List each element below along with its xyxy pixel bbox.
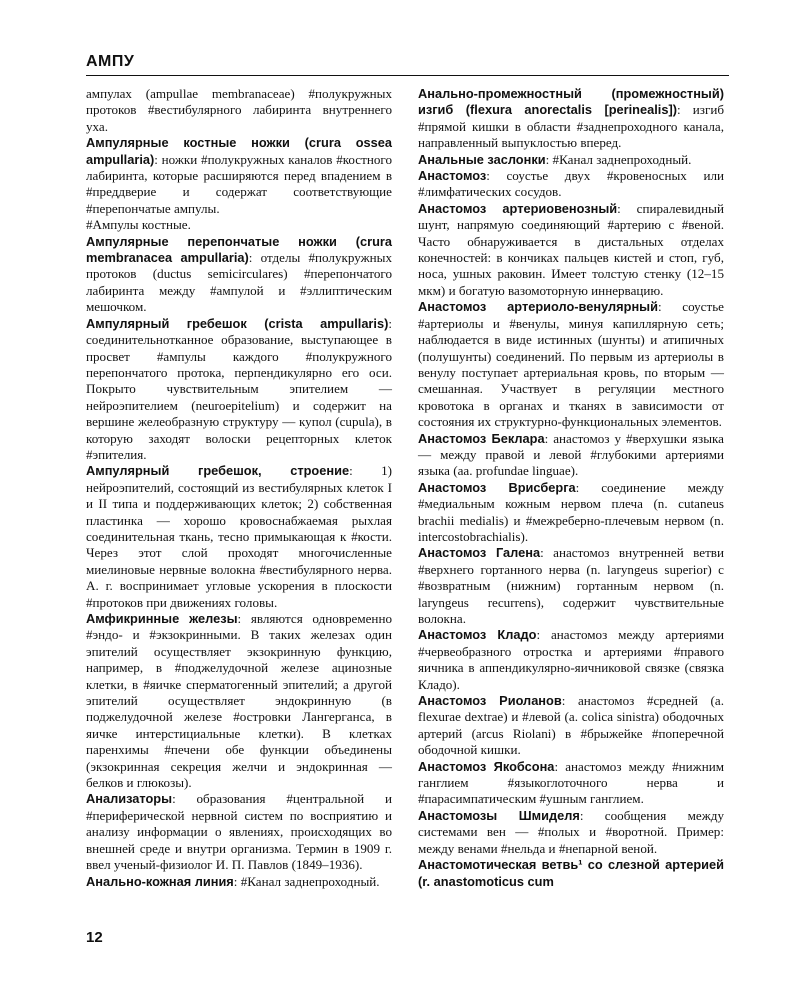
dictionary-entry <box>86 463 392 611</box>
entry-term: Анастомоз Врисберга <box>418 479 576 495</box>
header-rule <box>86 75 729 76</box>
entry-term: Анастомоз Кладо <box>418 627 537 643</box>
dictionary-entry <box>418 152 724 168</box>
entry-term: Анастомоз <box>418 168 487 184</box>
page-number: 12 <box>86 929 103 946</box>
entry-term: Анастомоз артериоло-венулярный <box>418 299 658 315</box>
dictionary-entry <box>418 857 724 890</box>
dictionary-entry <box>418 545 724 627</box>
left-column <box>86 86 392 890</box>
dictionary-entry <box>86 86 392 135</box>
entry-definition: : анастомоз #средней (a. flexurae dextrae) и #левой (a. colica sinistra) ободочных артерий (arcus Riolani) в #брыжейке #поперечной ободочной кишки. <box>418 693 725 758</box>
dictionary-entry <box>86 874 392 890</box>
entry-term: Анально-промежностный (промежностный) изгиб (flexura anorectalis [perinealis]) <box>418 86 724 118</box>
entry-term: Ампулярный гребешок (crista ampullaris) <box>86 315 389 331</box>
dictionary-entry <box>418 808 724 857</box>
entry-term: Анастомоз артериовенозный <box>418 200 618 216</box>
entry-definition: : образования #центральной и #периферической нервной систем по восприятию и анализу информации о явлениях, происходящих во внешней среде и внутри организма. Термин в 1909 г. ввел ученый-физиолог И. П. Павлов (1849–1936). <box>86 791 392 873</box>
entry-term: Ампулярный гребешок, строение <box>86 463 350 479</box>
dictionary-entry <box>418 168 724 201</box>
entry-term: Анастомоз Галена <box>418 545 541 561</box>
dictionary-entry <box>418 86 724 152</box>
dictionary-entry <box>418 201 724 299</box>
entry-term: Ампулярные костные ножки (crura ossea ampullaria) <box>86 135 392 167</box>
entry-definition: : соединение между #медиальным кожным нервом плеча (n. cutaneus brachii medialis) и #межреберно-плечевым нервом (n. intercostobrachialis). <box>418 479 724 544</box>
entry-definition: : сообщения между системами вен — #полых и #воротной. Пример: между венами #нельда и #непарной веной. <box>418 807 724 856</box>
entry-definition: : анастомоз внутренней ветви #верхнего гортанного нерва (n. laryngeus superior) с #возвратным (нижним) гортанным нервом (n. laryngeus recurrens), содержит чувствительные волокна. <box>418 545 724 626</box>
entry-term: Анастомоз Риоланов <box>418 693 562 709</box>
dictionary-entry <box>418 627 724 693</box>
entry-term: Амфикринные железы <box>86 611 238 626</box>
entry-definition: : анастомоз у #верхушки языка — между правой и левой #глубокими артериями языка (aa. profundae linguae). <box>418 430 724 479</box>
entry-definition: : являются одновременно #эндо- и #экзокринными. В таких железах один эпителий осуществляет экзокринную функцию, например, в #поджелудочной железе ацинозные клетки, в #яичке сперматогенный эпителий; а другой эпителий осуществляет эндокринную (в поджелудочной железе #островки Лангерганса, в яичке интерстициальные клетки). В клетках паренхимы #печени обе функции объединены (экзокринная секреция желчи и эндокринная — белков и глюкозы). <box>86 611 392 791</box>
dictionary-entry <box>418 693 724 759</box>
dictionary-entry <box>418 299 724 430</box>
entry-term: Анастомозы Шмиделя <box>418 807 580 823</box>
entry-definition: : #Канал заднепроходный. <box>545 151 692 167</box>
entry-term: Ампулярные перепончатые ножки (crura membranacea ampullaria) <box>86 233 392 266</box>
entry-definition: : отделы #полукружных протоков (ductus semicirculares) #перепончатого лабиринта между #ампулой и #эллиптическим мешочком. <box>86 250 392 315</box>
entry-definition: : 1) нейроэпителий, состоящий из вестибулярных клеток I и II типа и поддерживающих клеток; 2) собственная пластинка — хорошо кровоснабжаемая рыхлая соединительная ткань, тесно примыкающая к #кости. Через этот слой проходят многочисленные миелиновые нервные волокна #вестибулярного нерва. А. г. воспринимает угловые ускорения в плоскости #протоков при движениях головы. <box>86 463 392 610</box>
entry-definition: : спиралевидный шунт, напрямую соединяющий #артерию с #веной. Часто обнаруживается в дистальных отделах конечностей: в кончиках пальцев кистей и стоп, губ, носа, ушных раковин. Имеет толстую стенку (12–15 мкм) и богатую вазомоторную иннервацию. <box>418 200 724 298</box>
entry-term: Анализаторы <box>86 791 173 807</box>
dictionary-entry <box>86 791 392 873</box>
entry-definition: : ножки #полукружных каналов #костного лабиринта, которые расширяются перед впадением в #преддверие и содержат соответствующие #перепончатые ампулы. <box>86 151 392 216</box>
entry-definition: : соустье #артериолы и #венулы, минуя капиллярную сеть; наблюдается в виде истинных (шунты) и атипичных (полушунты) соединений. По первым из артериолы в венулу поступает артериальная кровь, по вторым — смешанная. Участвует в регуляции местного кровотока в органах и тканях в зависимости от состояния их структурно-функциональных элементов. <box>418 299 724 430</box>
dictionary-entry <box>418 759 724 808</box>
entry-definition: : #Канал заднепроходный. <box>233 873 380 889</box>
entry-term: Анастомотическая ветвь¹ со слезной артерией (r. anastomoticus cum <box>418 857 724 889</box>
entry-term: Анально-кожная линия <box>86 873 234 889</box>
entry-term: Анальные заслонки <box>418 151 546 167</box>
entry-definition: : соединительнотканное образование, выступающее в просвет #ампулы каждого #полукружного перепончатого протока, перпендикулярно его оси. Покрыто чувствительным эпителием — нейроэпителием (neuroepitelium) и содержит на вершине желеобразную структуру — купол (cupula), в которую заходят волоски рецепторных клеток #эпителия. <box>86 315 392 462</box>
dictionary-entry <box>418 431 724 480</box>
dictionary-entry <box>418 480 724 546</box>
right-column <box>418 86 724 890</box>
dictionary-entry <box>86 217 392 233</box>
dictionary-entry <box>86 316 392 464</box>
dictionary-entry <box>86 611 392 791</box>
entry-definition: : изгиб #прямой кишки в области #заднепроходного канала, направленный выпуклостью вперед. <box>418 102 724 151</box>
entry-definition: : анастомоз между артериями #червеобразного отростка и артериями #правого яичника в аппендикулярно-яичниковой связке (связка Кладо). <box>418 627 724 692</box>
entry-term: Анастомоз Якобсона <box>418 758 555 774</box>
entry-term: Анастомоз Беклара <box>418 430 545 446</box>
dictionary-entry <box>86 234 392 316</box>
dictionary-entry <box>86 135 392 217</box>
entry-definition: : анастомоз между #нижним ганглием #языкоглоточного нерва и #парасимпатическим #ушным ганглием. <box>418 758 724 807</box>
entry-definition: : соустье двух #кровеносных или #лимфатических сосудов. <box>418 168 724 200</box>
entry-definition: ампулах (ampullae membranaceae) #полукружных протоков #вестибулярного лабиринта внутреннего уха. <box>86 86 392 134</box>
running-head: АМПУ <box>86 53 135 70</box>
entry-definition: #Ампулы костные. <box>86 217 191 233</box>
